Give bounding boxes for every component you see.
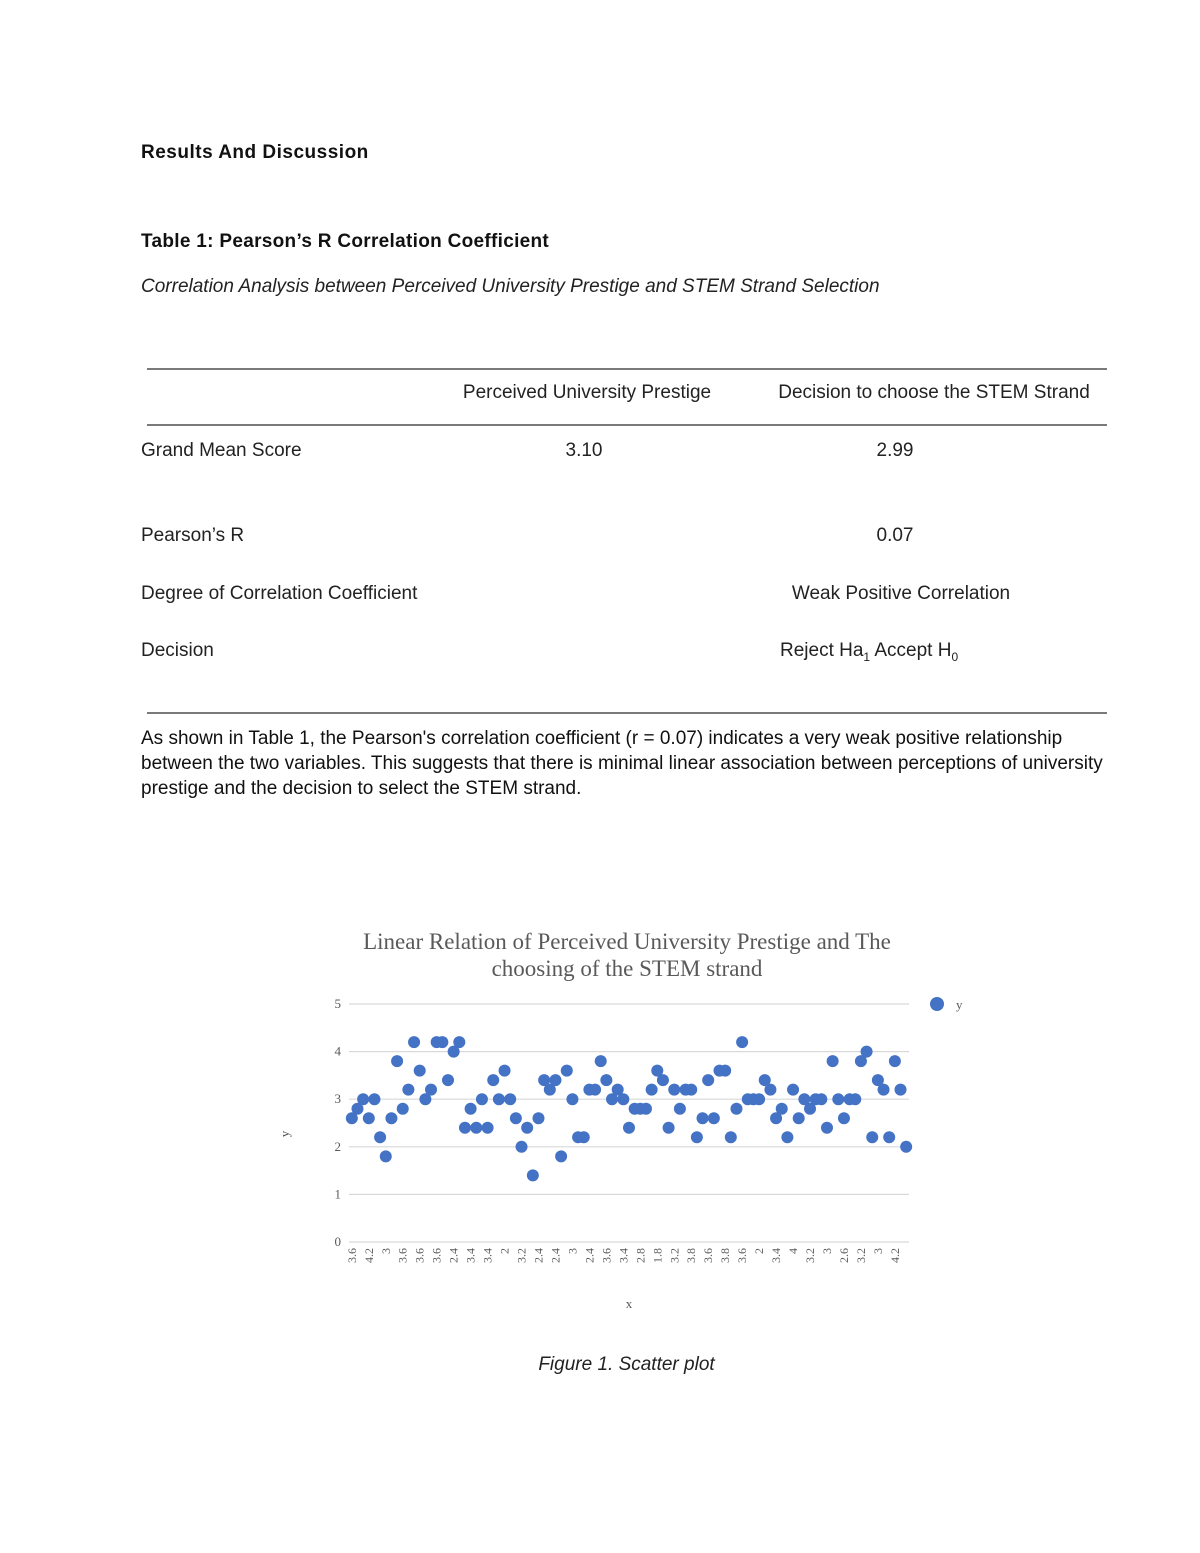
x-tick-label: 2.6 bbox=[836, 1248, 851, 1263]
scatter-point bbox=[527, 1169, 539, 1181]
scatter-point bbox=[708, 1112, 720, 1124]
scatter-point bbox=[753, 1093, 765, 1105]
scatter-point bbox=[685, 1084, 697, 1096]
scatter-point bbox=[504, 1093, 516, 1105]
scatter-point bbox=[895, 1084, 907, 1096]
x-tick-label: 3 bbox=[870, 1248, 885, 1254]
x-tick-label: 1.8 bbox=[650, 1248, 665, 1263]
x-tick-label: 3.4 bbox=[769, 1248, 784, 1263]
x-tick-label: 4.2 bbox=[887, 1248, 902, 1263]
scatter-point bbox=[736, 1036, 748, 1048]
x-tick-label: 4 bbox=[786, 1248, 801, 1254]
scatter-point bbox=[521, 1122, 533, 1134]
cell-degree-stem: Weak Positive Correlation bbox=[791, 583, 1011, 604]
decision-reject-subscript: 1 bbox=[863, 649, 871, 664]
table-subtitle: Correlation Analysis between Perceived University Prestige and STEM Strand Selection bbox=[141, 276, 880, 297]
x-tick-label: 3.4 bbox=[616, 1248, 631, 1263]
scatter-point bbox=[849, 1093, 861, 1105]
x-tick-label: 3 bbox=[378, 1248, 393, 1254]
scatter-point bbox=[883, 1131, 895, 1143]
scatter-point bbox=[838, 1112, 850, 1124]
scatter-point bbox=[482, 1122, 494, 1134]
decision-accept: Accept H bbox=[870, 640, 952, 661]
scatter-point bbox=[764, 1084, 776, 1096]
scatter-point bbox=[470, 1122, 482, 1134]
x-axis-label: x bbox=[625, 1296, 633, 1311]
scatter-point bbox=[397, 1103, 409, 1115]
scatter-point bbox=[516, 1141, 528, 1153]
decision-reject: Reject Ha bbox=[780, 640, 864, 661]
chart-title-line1: Linear Relation of Perceived University Prestige and The bbox=[363, 929, 891, 954]
scatter-point bbox=[493, 1093, 505, 1105]
x-tick-label: 3.6 bbox=[344, 1248, 359, 1263]
x-tick-label: 3 bbox=[565, 1248, 580, 1254]
scatter-point bbox=[363, 1112, 375, 1124]
y-tick-label: 2 bbox=[334, 1138, 341, 1154]
y-tick-label: 4 bbox=[334, 1043, 341, 1059]
scatter-point bbox=[776, 1103, 788, 1115]
scatter-point bbox=[889, 1055, 901, 1067]
scatter-point bbox=[663, 1122, 675, 1134]
y-tick-labels bbox=[335, 996, 342, 1249]
x-tick-label: 2.4 bbox=[531, 1248, 546, 1263]
x-tick-label: 3.6 bbox=[701, 1248, 716, 1263]
row-label-degree: Degree of Correlation Coefficient bbox=[141, 583, 418, 604]
scatter-point bbox=[566, 1093, 578, 1105]
scatter-point bbox=[900, 1141, 912, 1153]
scatter-point bbox=[815, 1093, 827, 1105]
x-tick-label: 3.6 bbox=[429, 1248, 444, 1263]
x-tick-label: 3.8 bbox=[718, 1248, 733, 1263]
scatter-point bbox=[578, 1131, 590, 1143]
column-header-stem: Decision to choose the STEM Strand bbox=[778, 382, 1090, 403]
x-tick-label: 2.4 bbox=[548, 1248, 563, 1263]
scatter-point bbox=[589, 1084, 601, 1096]
scatter-point bbox=[499, 1065, 511, 1077]
scatter-point bbox=[821, 1122, 833, 1134]
scatter-point bbox=[459, 1122, 471, 1134]
x-tick-label: 3 bbox=[819, 1248, 834, 1254]
scatter-point bbox=[391, 1055, 403, 1067]
scatter-point bbox=[787, 1084, 799, 1096]
chart-title-line2: choosing of the STEM strand bbox=[491, 956, 763, 981]
scatter-point bbox=[861, 1046, 873, 1058]
scatter-point bbox=[436, 1036, 448, 1048]
scatter-point bbox=[878, 1084, 890, 1096]
scatter-point bbox=[408, 1036, 420, 1048]
scatter-point bbox=[657, 1074, 669, 1086]
scatter-point bbox=[725, 1131, 737, 1143]
x-tick-label: 2 bbox=[497, 1248, 512, 1254]
x-tick-label: 2.4 bbox=[582, 1248, 597, 1263]
scatter-point bbox=[781, 1131, 793, 1143]
section-heading: Results And Discussion bbox=[141, 142, 369, 163]
scatter-point bbox=[374, 1131, 386, 1143]
scatter-point bbox=[674, 1103, 686, 1115]
x-tick-label: 3.2 bbox=[667, 1248, 682, 1263]
scatter-point bbox=[476, 1093, 488, 1105]
y-tick-label: 0 bbox=[334, 1234, 341, 1249]
scatter-point bbox=[561, 1065, 573, 1077]
scatter-point bbox=[368, 1093, 380, 1105]
scatter-point bbox=[532, 1112, 544, 1124]
scatter-point bbox=[380, 1150, 392, 1162]
scatter-point bbox=[510, 1112, 522, 1124]
x-tick-label: 2 bbox=[752, 1248, 767, 1254]
table-title: Table 1: Pearson’s R Correlation Coefficient bbox=[141, 231, 550, 252]
scatter-point bbox=[600, 1074, 612, 1086]
x-tick-label: 2.8 bbox=[633, 1248, 648, 1263]
decision-accept-subscript: 0 bbox=[951, 649, 959, 664]
scatter-point bbox=[793, 1112, 805, 1124]
x-tick-label: 3.6 bbox=[395, 1248, 410, 1263]
scatter-point bbox=[623, 1122, 635, 1134]
scatter-point bbox=[646, 1084, 658, 1096]
scatter-point bbox=[702, 1074, 714, 1086]
x-tick-label: 3.6 bbox=[735, 1248, 750, 1263]
scatter-point bbox=[357, 1093, 369, 1105]
legend-label: y bbox=[956, 997, 963, 1012]
scatter-point bbox=[402, 1084, 414, 1096]
scatter-point bbox=[691, 1131, 703, 1143]
scatter-point bbox=[487, 1074, 499, 1086]
scatter-point bbox=[442, 1074, 454, 1086]
scatter-point bbox=[827, 1055, 839, 1067]
discussion-paragraph: As shown in Table 1, the Pearson's correlation coefficient (r = 0.07) indicates a very weak positive relationship between the two variables. This suggests that there is minimal linear association between perceptions of university prestige and the decision to select the STEM strand. bbox=[141, 728, 1103, 799]
legend-marker bbox=[930, 997, 944, 1011]
scatter-point bbox=[866, 1131, 878, 1143]
y-tick-label: 5 bbox=[334, 996, 341, 1011]
scatter-point bbox=[640, 1103, 652, 1115]
x-tick-label: 3.6 bbox=[412, 1248, 427, 1263]
scatter-point bbox=[385, 1112, 397, 1124]
scatter-point bbox=[425, 1084, 437, 1096]
x-tick-label: 3.2 bbox=[514, 1248, 529, 1263]
scatter-point bbox=[697, 1112, 709, 1124]
y-tick-label: 3 bbox=[334, 1091, 341, 1107]
scatter-point bbox=[595, 1055, 607, 1067]
column-header-prestige: Perceived University Prestige bbox=[462, 382, 712, 403]
x-tick-labels bbox=[345, 1248, 902, 1263]
x-tick-label: 3.2 bbox=[803, 1248, 818, 1263]
scatter-point bbox=[453, 1036, 465, 1048]
figure-caption: Figure 1. Scatter plot bbox=[538, 1354, 715, 1375]
cell-grand-mean-stem: 2.99 bbox=[876, 440, 914, 461]
scatter-point bbox=[719, 1065, 731, 1077]
x-tick-label: 4.2 bbox=[361, 1248, 376, 1263]
scatter-point bbox=[730, 1103, 742, 1115]
x-tick-label: 3.8 bbox=[684, 1248, 699, 1263]
x-tick-label: 2.4 bbox=[446, 1248, 461, 1263]
cell-grand-mean-prestige: 3.10 bbox=[565, 440, 603, 461]
x-tick-label: 3.6 bbox=[599, 1248, 614, 1263]
x-tick-label: 3.4 bbox=[480, 1248, 495, 1263]
y-tick-label: 1 bbox=[334, 1186, 341, 1202]
scatter-point bbox=[617, 1093, 629, 1105]
scatter-point bbox=[668, 1084, 680, 1096]
x-tick-label: 3.2 bbox=[853, 1248, 868, 1263]
cell-pearsons-r-stem: 0.07 bbox=[876, 525, 914, 546]
row-label-grand-mean: Grand Mean Score bbox=[141, 440, 302, 461]
row-label-decision: Decision bbox=[141, 640, 214, 661]
y-axis-label: y bbox=[277, 1130, 292, 1138]
scatter-point bbox=[549, 1074, 561, 1086]
row-label-pearsons-r: Pearson’s R bbox=[141, 525, 245, 546]
scatter-point bbox=[555, 1150, 567, 1162]
scatter-point bbox=[465, 1103, 477, 1115]
x-tick-label: 3.4 bbox=[463, 1248, 478, 1263]
scatter-point bbox=[414, 1065, 426, 1077]
data-points bbox=[346, 1036, 912, 1181]
scatter-point bbox=[832, 1093, 844, 1105]
